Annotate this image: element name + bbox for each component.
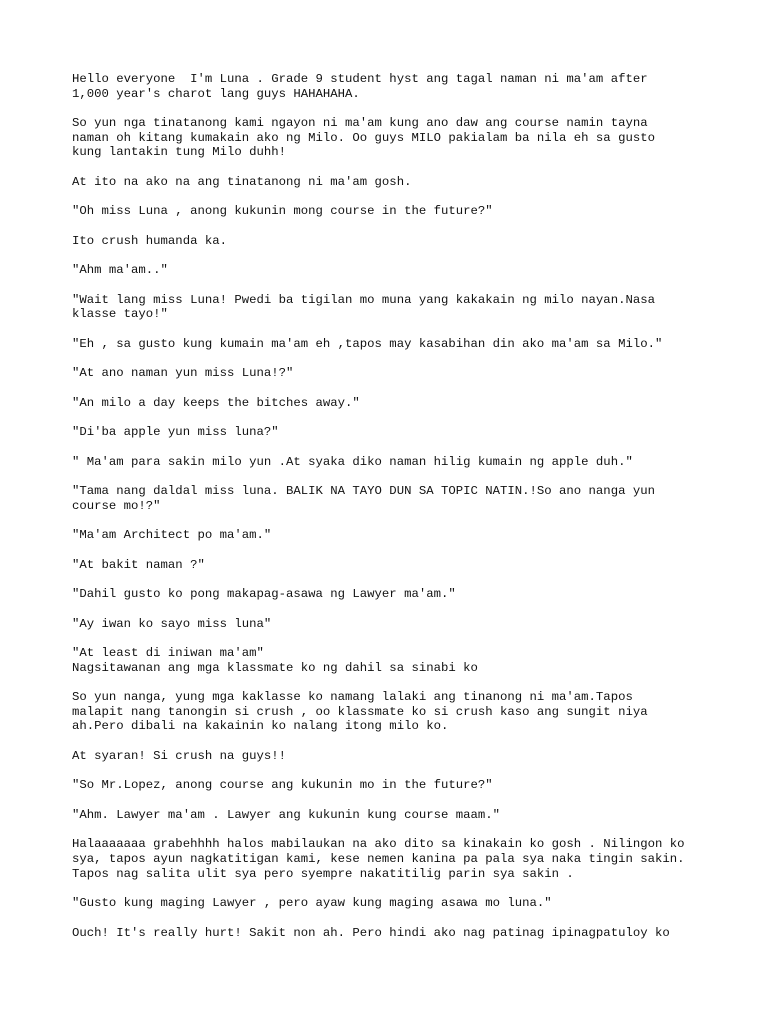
paragraph: "So Mr.Lopez, anong course ang kukunin mo in the future?" — [72, 778, 493, 793]
paragraph: "Ma'am Architect po ma'am." — [72, 528, 272, 543]
paragraph: So yun nanga, yung mga kaklasse ko namang lalaki ang tinanong ni ma'am.Tapos malapit nang tanongin si crush , oo klassmate ko si crush kaso ang sungit niya ah.Pero dibali na kakainin ko nalang itong milo ko. — [72, 690, 648, 734]
paragraph: "Gusto kung maging Lawyer , pero ayaw kung maging asawa mo luna." — [72, 896, 552, 911]
paragraph: "Ahm ma'am.." — [72, 263, 168, 278]
paragraph: "Wait lang miss Luna! Pwedi ba tigilan mo muna yang kakakain ng milo nayan.Nasa klasse tayo!" — [72, 292, 655, 322]
paragraph: So yun nga tinatanong kami ngayon ni ma'am kung ano daw ang course namin tayna naman oh kitang kumakain ako ng Milo. Oo guys MILO pakialam ba nila eh sa gusto kung lantakin tung Milo duhh! — [72, 116, 655, 160]
paragraph: Ito crush humanda ka. — [72, 233, 227, 248]
paragraph: "At least di iniwan ma'am" Nagsitawanan ang mga klassmate ko ng dahil sa sinabi ko — [72, 646, 478, 675]
document-body — [72, 72, 732, 955]
paragraph: "Di'ba apple yun miss luna?" — [72, 425, 279, 440]
paragraph: At syaran! Si crush na guys!! — [72, 748, 287, 763]
paragraph: At ito na ako na ang tinatanong ni ma'am gosh. — [72, 174, 412, 189]
paragraph: "Eh , sa gusto kung kumain ma'am eh ,tapos may kasabihan din ako ma'am sa Milo." — [72, 336, 663, 351]
paragraph: Ouch! It's really hurt! Sakit non ah. Pero hindi ako nag patinag ipinagpatuloy ko — [72, 925, 670, 940]
paragraph: Halaaaaaaa grabehhhh halos mabilaukan na ako dito sa kinakain ko gosh . Nilingon ko sya, tapos ayun nagkatitigan kami, kese nemen kanina pa pala sya naka tingin sakin. Tapos nag salita ulit sya pero syempre nakatitilig parin sya sakin . — [72, 837, 685, 881]
paragraph: "Ahm. Lawyer ma'am . Lawyer ang kukunin kung course maam." — [72, 807, 501, 822]
paragraph: "Tama nang daldal miss luna. BALIK NA TAYO DUN SA TOPIC NATIN.!So ano nanga yun course mo!?" — [72, 484, 655, 513]
paragraph: Hello everyone I'm Luna . Grade 9 student hyst ang tagal naman ni ma'am after 1,000 year's charot lang guys HAHAHAHA. — [72, 72, 648, 101]
paragraph: "At ano naman yun miss Luna!?" — [72, 366, 294, 381]
paragraph: "Oh miss Luna , anong kukunin mong course in the future?" — [72, 204, 493, 219]
paragraph: "At bakit naman ?" — [72, 557, 205, 572]
paragraph: "Dahil gusto ko pong makapag-asawa ng Lawyer ma'am." — [72, 587, 456, 602]
paragraph: "Ay iwan ko sayo miss luna" — [72, 616, 272, 631]
paragraph: "An milo a day keeps the bitches away." — [72, 395, 360, 410]
paragraph: " Ma'am para sakin milo yun .At syaka diko naman hilig kumain ng apple duh." — [72, 454, 633, 469]
